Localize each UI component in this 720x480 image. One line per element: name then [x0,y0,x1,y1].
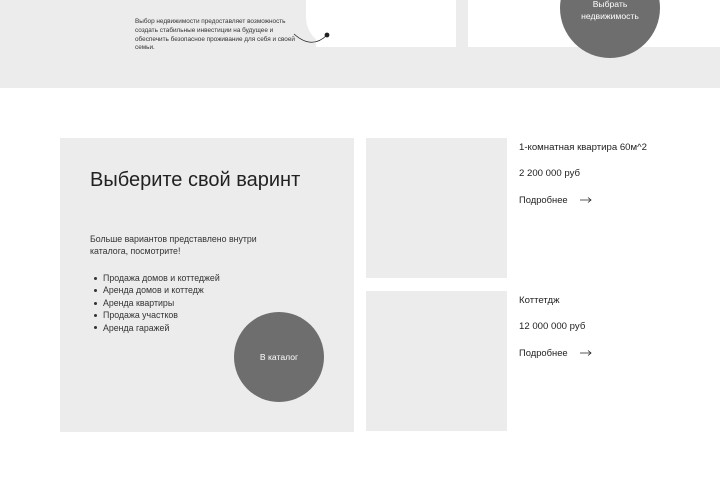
list-item [94,322,220,334]
list-item [94,272,220,284]
catalog-panel [60,138,354,432]
bullet-dot-icon [94,326,97,329]
category-label: Продажа участков [103,310,178,321]
choose-property-label-line2: недвижимость [581,11,639,21]
listing-image[interactable] [366,138,507,278]
list-item [94,297,220,309]
bullet-dot-icon [94,289,97,292]
listing-more-link[interactable] [519,194,669,206]
list-item [94,284,220,296]
choose-property-label-line1: Выбрать [592,0,628,9]
listing-more-link[interactable] [519,347,669,359]
category-label: Аренда гаражей [103,322,170,333]
hero-section [0,0,720,88]
hero-note: Выбор недвижимости предоставляет возможность создать стабильные инвестиции на будущее и обеспечить безопасное проживание для себя и своей семьи. [135,18,295,52]
bullet-dot-icon [94,277,97,280]
arrow-right-icon [580,197,592,203]
catalog-description: Больше вариантов представлено внутри каталога, посмотрите! [90,234,257,256]
listing-info [519,295,669,359]
list-item [94,309,220,321]
listing-price: 12 000 000 руб [519,321,586,332]
listing-price: 2 200 000 руб [519,168,580,179]
listing-title: Коттетдж [519,295,560,306]
bullet-dot-icon [94,302,97,305]
arrow-right-icon [580,350,592,356]
listing-more-label: Подробнее [519,194,568,205]
listing-image[interactable] [366,291,507,431]
category-label: Аренда домов и коттедж [103,285,204,296]
listing-title: 1-комнатная квартира 60м^2 [519,142,647,153]
listing-info [519,142,669,206]
listing-more-label: Подробнее [519,347,568,358]
category-label: Продажа домов и коттеджей [103,273,220,283]
category-label: Аренда квартиры [103,297,175,308]
go-to-catalog-button[interactable]: В каталог [234,312,324,402]
catalog-category-list [94,272,220,334]
catalog-title: Выберите свой варинт [90,169,301,191]
bullet-dot-icon [94,314,97,317]
